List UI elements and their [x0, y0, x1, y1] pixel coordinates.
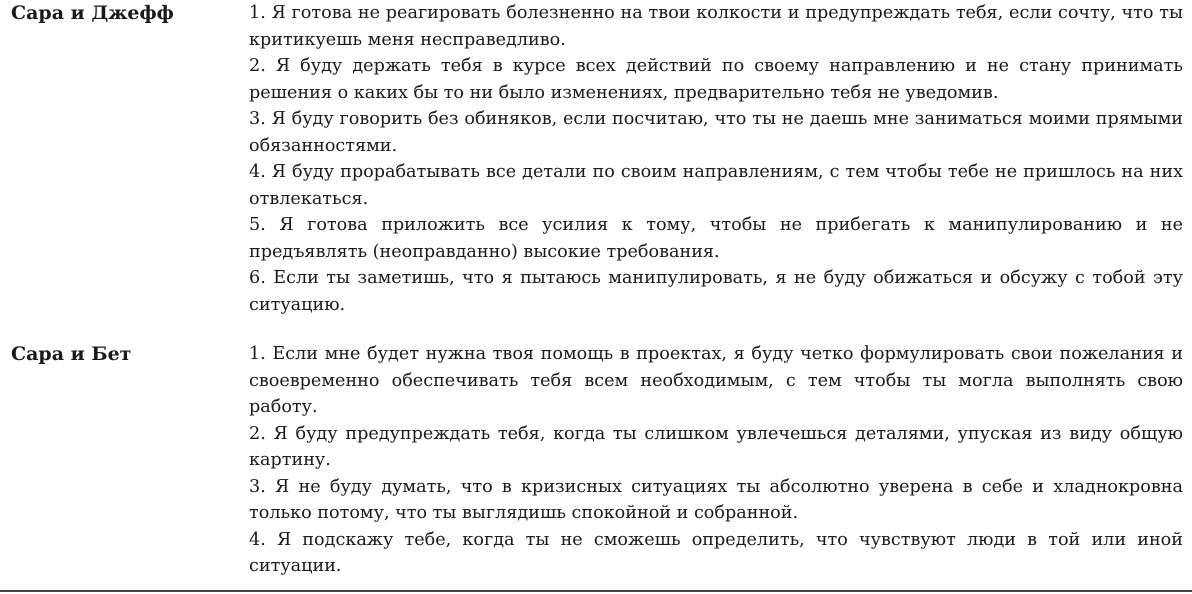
commitment-item: 3. Я буду говорить без обиняков, если посчитаю, что ты не даешь мне заниматься моими прямыми обязанностями. [249, 109, 1183, 156]
commitment-item: 2. Я буду держать тебя в курсе всех действий по своему направлению и не стану принимать решения о каких бы то ни было изменениях, предварительно тебя не уведомив. [249, 56, 1183, 103]
commitment-list [249, 341, 1183, 580]
commitment-item: 1. Если мне будет нужна твоя помощь в проектах, я буду четко формулировать свои пожелания и своевременно обеспечивать тебя всем необходимым, с тем чтобы ты могла выполнять свою работу. [249, 344, 1183, 417]
commitment-list [249, 0, 1183, 318]
commitment-item: 4. Я буду прорабатывать все детали по своим направлениям, с тем чтобы тебе не пришлось на них отвлекаться. [249, 162, 1183, 209]
commitment-item: 6. Если ты заметишь, что я пытаюсь манипулировать, я не буду обижаться и обсужу с тобой эту ситуацию. [249, 268, 1183, 315]
pair-name: Сара и Бет [11, 343, 132, 365]
agreement-row-sara-beth [0, 318, 1192, 580]
table-bottom-rule [0, 590, 1192, 592]
commitment-item: 5. Я готова приложить все усилия к тому, чтобы не прибегать к манипулированию и не предъявлять (неоправданно) высокие требования. [249, 215, 1183, 262]
pair-name: Сара и Джефф [11, 2, 174, 24]
commitment-item: 1. Я готова не реагировать болезненно на твои колкости и предупреждать тебя, если сочту, что ты критикуешь меня несправедливо. [249, 3, 1183, 50]
commitment-item: 4. Я подскажу тебе, когда ты не сможешь определить, что чувствуют люди в той или иной ситуации. [249, 529, 1183, 576]
commitment-item: 2. Я буду предупреждать тебя, когда ты слишком увлечешься деталями, упуская из виду общую картину. [249, 423, 1183, 470]
commitment-item: 3. Я не буду думать, что в кризисных ситуациях ты абсолютно уверена в себе и хладнокровна только потому, что ты выглядишь спокойной и собранной. [249, 476, 1183, 523]
